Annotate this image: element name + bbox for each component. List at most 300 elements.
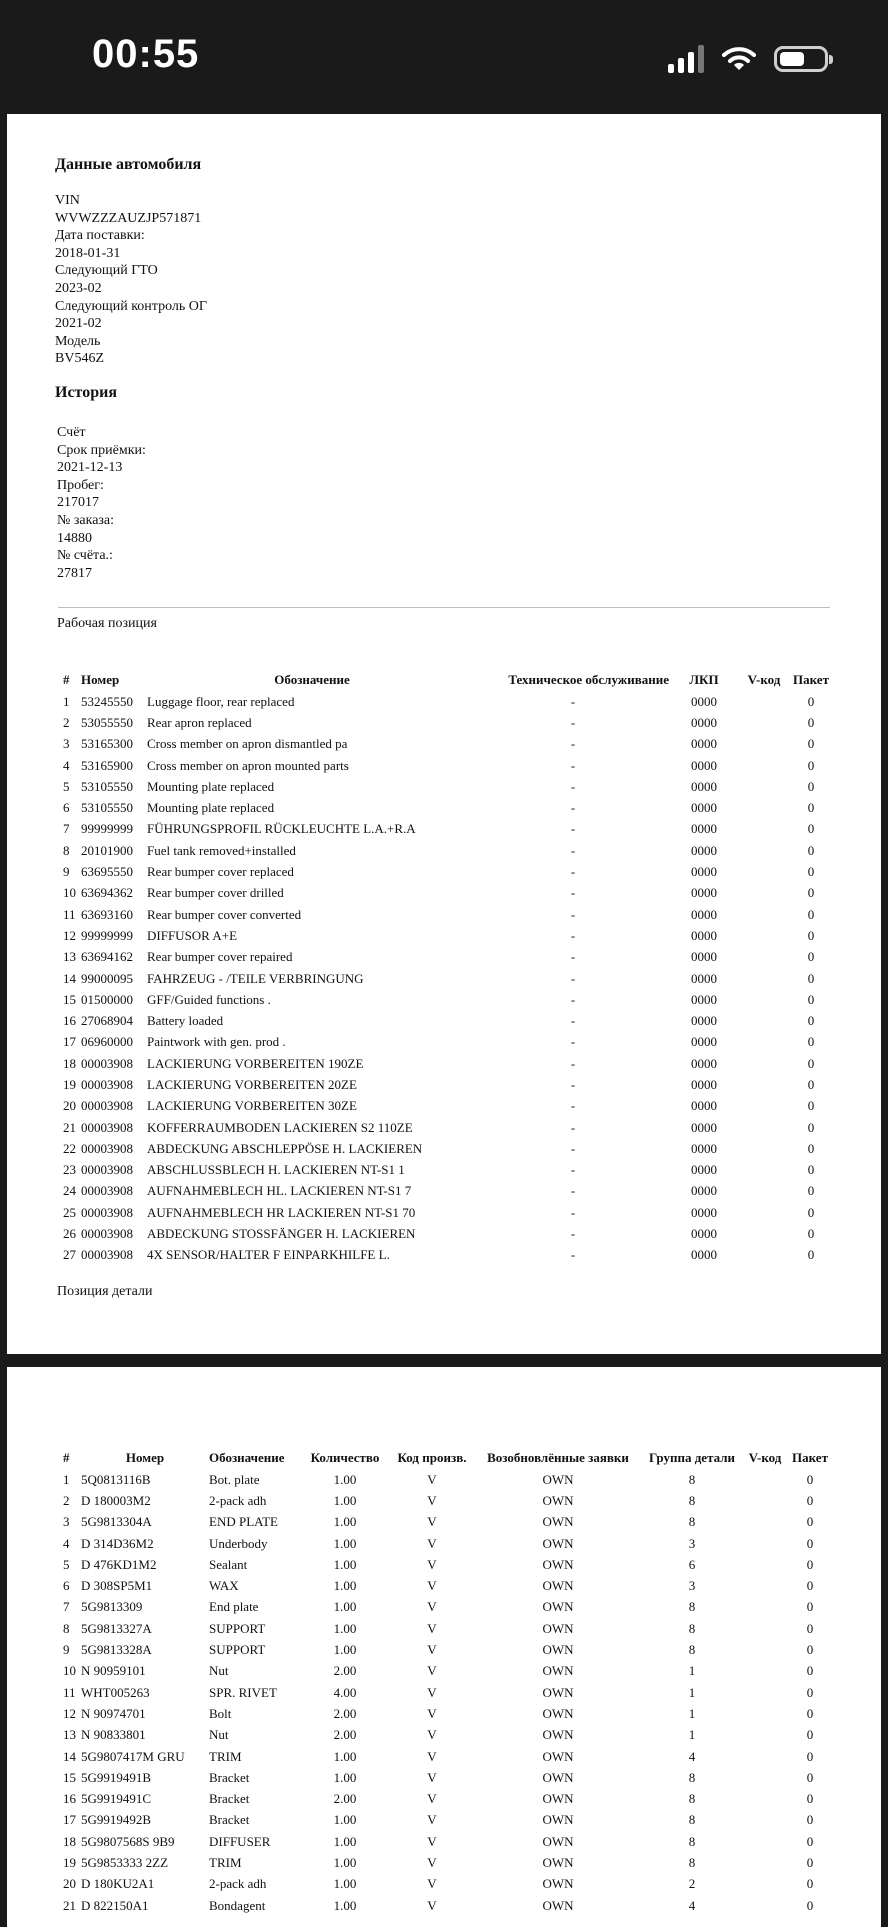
column-header: # bbox=[63, 1450, 70, 1465]
cell-manufacturer-code: V bbox=[427, 1876, 437, 1892]
cell-number: 5G9919491B bbox=[81, 1769, 152, 1785]
column-header: Код произв. bbox=[397, 1450, 467, 1465]
cell-index: 5 bbox=[63, 1556, 70, 1572]
cell-renewed-requests: OWN bbox=[542, 1556, 574, 1572]
cell-v-code bbox=[743, 1533, 787, 1554]
cell-description: Bracket bbox=[209, 1791, 250, 1807]
cell-description: Battery loaded bbox=[147, 1013, 224, 1029]
cell-v-code bbox=[739, 1160, 789, 1181]
cell-description: Bot. plate bbox=[209, 1471, 260, 1487]
cell-part-group: 3 bbox=[688, 1578, 696, 1594]
cell-renewed-requests: OWN bbox=[542, 1769, 574, 1785]
cell-renewed-requests: OWN bbox=[542, 1854, 574, 1870]
cell-number: D 180KU2A1 bbox=[81, 1876, 155, 1892]
cell-v-code bbox=[743, 1788, 787, 1809]
cell-number: 99999999 bbox=[81, 821, 133, 837]
cell-maintenance: - bbox=[570, 714, 576, 730]
cell-index: 19 bbox=[63, 1854, 76, 1870]
table-row bbox=[63, 1469, 833, 1490]
cell-number: 99999999 bbox=[81, 927, 133, 943]
cell-paint: 0000 bbox=[691, 693, 717, 709]
cell-quantity: 2.00 bbox=[333, 1705, 357, 1721]
cell-description: AUFNAHMEBLECH HR LACKIEREN NT-S1 70 bbox=[147, 1204, 416, 1220]
cell-paint: 0000 bbox=[691, 949, 717, 965]
cell-package: 0 bbox=[807, 778, 815, 794]
column-header: Пакет bbox=[793, 672, 829, 687]
work-section-label: Рабочая позиция bbox=[57, 616, 157, 631]
cell-paint: 0000 bbox=[691, 906, 717, 922]
table-row bbox=[63, 947, 833, 968]
cell-description: TRIM bbox=[209, 1748, 242, 1764]
cell-renewed-requests: OWN bbox=[542, 1897, 574, 1913]
cell-index: 13 bbox=[63, 1727, 76, 1743]
cell-index: 2 bbox=[63, 714, 70, 730]
cell-v-code bbox=[743, 1895, 787, 1916]
vehicle-line: Дата поставки: bbox=[55, 228, 145, 244]
cell-v-code bbox=[743, 1852, 787, 1873]
cell-v-code bbox=[739, 1074, 789, 1095]
cell-v-code bbox=[743, 1767, 787, 1788]
column-header: ЛКП bbox=[689, 672, 719, 687]
cell-v-code bbox=[739, 1010, 789, 1031]
cell-renewed-requests: OWN bbox=[542, 1663, 574, 1679]
cell-description: LACKIERUNG VORBEREITEN 30ZE bbox=[147, 1098, 357, 1114]
cell-v-code bbox=[739, 734, 789, 755]
cell-index: 10 bbox=[63, 1663, 76, 1679]
cell-description: Bracket bbox=[209, 1769, 250, 1785]
table-row bbox=[63, 819, 833, 840]
cell-package: 0 bbox=[806, 1876, 814, 1892]
cell-v-code bbox=[739, 797, 789, 818]
cell-manufacturer-code: V bbox=[427, 1514, 437, 1530]
cell-renewed-requests: OWN bbox=[542, 1642, 574, 1658]
table-row bbox=[63, 1874, 833, 1895]
cell-quantity: 2.00 bbox=[333, 1727, 357, 1743]
vehicle-line: Модель bbox=[55, 333, 101, 349]
cell-package: 0 bbox=[807, 864, 815, 880]
cell-renewed-requests: OWN bbox=[542, 1705, 574, 1721]
cell-package: 0 bbox=[807, 970, 815, 986]
table-row bbox=[63, 1160, 833, 1181]
cell-package: 0 bbox=[806, 1897, 814, 1913]
cell-v-code bbox=[743, 1512, 787, 1533]
table-row bbox=[63, 1096, 833, 1117]
cell-maintenance: - bbox=[570, 970, 576, 986]
table-row bbox=[63, 1895, 833, 1916]
cell-manufacturer-code: V bbox=[427, 1642, 437, 1658]
cell-paint: 0000 bbox=[691, 778, 717, 794]
cell-quantity: 4.00 bbox=[333, 1684, 357, 1700]
table-row bbox=[63, 1852, 833, 1873]
table-row bbox=[63, 1202, 833, 1223]
cell-renewed-requests: OWN bbox=[542, 1833, 574, 1849]
cell-index: 7 bbox=[63, 1599, 70, 1615]
cell-index: 26 bbox=[63, 1226, 76, 1242]
cell-manufacturer-code: V bbox=[427, 1727, 437, 1743]
vehicle-line: Следующий контроль ОГ bbox=[55, 298, 207, 314]
cell-number: 63694162 bbox=[81, 949, 133, 965]
cell-index: 12 bbox=[63, 1705, 76, 1721]
cell-v-code bbox=[743, 1682, 787, 1703]
cell-package: 0 bbox=[807, 1098, 815, 1114]
cell-number: 00003908 bbox=[81, 1076, 133, 1092]
cell-maintenance: - bbox=[570, 1076, 576, 1092]
cell-v-code bbox=[743, 1874, 787, 1895]
cell-paint: 0000 bbox=[691, 821, 717, 837]
history-line: 27817 bbox=[57, 565, 92, 581]
cell-number: 53055550 bbox=[81, 714, 133, 730]
cell-number: 53105550 bbox=[81, 800, 133, 816]
cell-renewed-requests: OWN bbox=[542, 1748, 574, 1764]
column-header: V-код bbox=[747, 672, 781, 687]
cell-manufacturer-code: V bbox=[427, 1897, 437, 1913]
cell-number: D 308SP5M1 bbox=[81, 1578, 153, 1594]
cell-quantity: 1.00 bbox=[333, 1471, 357, 1487]
document-page-2 bbox=[7, 1367, 881, 1927]
cell-v-code bbox=[743, 1639, 787, 1660]
cell-maintenance: - bbox=[570, 1204, 576, 1220]
table-row bbox=[63, 1245, 833, 1266]
cell-paint: 0000 bbox=[691, 757, 717, 773]
cell-v-code bbox=[739, 883, 789, 904]
cell-maintenance: - bbox=[570, 885, 576, 901]
cell-index: 12 bbox=[63, 927, 76, 943]
cell-number: 63693160 bbox=[81, 906, 133, 922]
table-row bbox=[63, 1725, 833, 1746]
cell-paint: 0000 bbox=[691, 736, 717, 752]
cell-package: 0 bbox=[807, 1034, 815, 1050]
cell-description: Nut bbox=[209, 1727, 229, 1743]
table-row bbox=[63, 1223, 833, 1244]
cell-package: 0 bbox=[807, 906, 815, 922]
cell-description: TRIM bbox=[209, 1854, 242, 1870]
cell-part-group: 1 bbox=[688, 1663, 696, 1679]
cell-package: 0 bbox=[807, 693, 815, 709]
cell-index: 3 bbox=[63, 736, 70, 752]
cell-number: 99000095 bbox=[81, 970, 133, 986]
table-row bbox=[63, 1788, 833, 1809]
column-header: V-код bbox=[748, 1450, 782, 1465]
cell-package: 0 bbox=[806, 1556, 814, 1572]
cell-manufacturer-code: V bbox=[427, 1769, 437, 1785]
cell-package: 0 bbox=[806, 1642, 814, 1658]
vehicle-line: 2021-02 bbox=[55, 316, 102, 332]
history-line: 2021-12-13 bbox=[57, 460, 123, 476]
cell-maintenance: - bbox=[570, 949, 576, 965]
column-header: Техническое обслуживание bbox=[508, 672, 669, 687]
cell-part-group: 8 bbox=[688, 1812, 696, 1828]
cell-v-code bbox=[739, 947, 789, 968]
cell-renewed-requests: OWN bbox=[542, 1727, 574, 1743]
cell-manufacturer-code: V bbox=[427, 1812, 437, 1828]
table-header-row bbox=[63, 669, 833, 691]
cell-number: 00003908 bbox=[81, 1119, 133, 1135]
cell-description: Paintwork with gen. prod . bbox=[147, 1034, 286, 1050]
cellular-signal-icon bbox=[668, 45, 704, 73]
cell-number: 5G9813328A bbox=[81, 1642, 152, 1658]
cell-index: 10 bbox=[63, 885, 76, 901]
cell-manufacturer-code: V bbox=[427, 1684, 437, 1700]
table-row bbox=[63, 1138, 833, 1159]
column-header: Номер bbox=[125, 1450, 165, 1465]
cell-package: 0 bbox=[807, 885, 815, 901]
cell-part-group: 1 bbox=[688, 1705, 696, 1721]
cell-index: 14 bbox=[63, 970, 76, 986]
column-header: Обозначение bbox=[274, 672, 350, 687]
cell-quantity: 1.00 bbox=[333, 1642, 357, 1658]
cell-paint: 0000 bbox=[691, 1034, 717, 1050]
table-row bbox=[63, 1032, 833, 1053]
cell-index: 8 bbox=[63, 1620, 70, 1636]
vehicle-line: Следующий ГТО bbox=[55, 263, 158, 279]
history-line: № счёта.: bbox=[57, 548, 113, 564]
parts-positions-table bbox=[63, 1447, 833, 1916]
cell-package: 0 bbox=[806, 1833, 814, 1849]
cell-package: 0 bbox=[807, 842, 815, 858]
cell-paint: 0000 bbox=[691, 970, 717, 986]
column-header: Номер bbox=[81, 672, 120, 687]
cell-index: 1 bbox=[63, 693, 70, 709]
cell-number: 27068904 bbox=[81, 1013, 133, 1029]
table-row bbox=[63, 1746, 833, 1767]
cell-number: 53165900 bbox=[81, 757, 133, 773]
table-row bbox=[63, 1639, 833, 1660]
cell-v-code bbox=[739, 1181, 789, 1202]
cell-index: 5 bbox=[63, 778, 70, 794]
cell-part-group: 6 bbox=[688, 1556, 696, 1572]
cell-index: 21 bbox=[63, 1897, 76, 1913]
cell-index: 15 bbox=[63, 1769, 76, 1785]
cell-paint: 0000 bbox=[691, 1162, 717, 1178]
table-row bbox=[63, 1490, 833, 1511]
cell-package: 0 bbox=[807, 800, 815, 816]
table-row bbox=[63, 1181, 833, 1202]
cell-renewed-requests: OWN bbox=[542, 1812, 574, 1828]
cell-v-code bbox=[739, 1032, 789, 1053]
cell-number: 00003908 bbox=[81, 1140, 133, 1156]
cell-quantity: 1.00 bbox=[333, 1514, 357, 1530]
cell-v-code bbox=[739, 1245, 789, 1266]
table-row bbox=[63, 1810, 833, 1831]
cell-maintenance: - bbox=[570, 1162, 576, 1178]
cell-v-code bbox=[743, 1661, 787, 1682]
vehicle-line: 2018-01-31 bbox=[55, 245, 121, 261]
cell-v-code bbox=[739, 840, 789, 861]
column-header: Возобновлённые заявки bbox=[487, 1450, 629, 1465]
cell-description: Mounting plate replaced bbox=[147, 778, 275, 794]
cell-description: Rear bumper cover replaced bbox=[147, 864, 294, 880]
cell-v-code bbox=[739, 1096, 789, 1117]
cell-index: 6 bbox=[63, 800, 70, 816]
cell-description: Cross member on apron mounted parts bbox=[147, 757, 349, 773]
table-row bbox=[63, 734, 833, 755]
cell-renewed-requests: OWN bbox=[542, 1471, 574, 1487]
cell-index: 11 bbox=[63, 906, 76, 922]
cell-package: 0 bbox=[807, 949, 815, 965]
cell-manufacturer-code: V bbox=[427, 1833, 437, 1849]
cell-number: 5Q0813116B bbox=[81, 1471, 151, 1487]
cell-v-code bbox=[739, 819, 789, 840]
cell-number: 5G9919492B bbox=[81, 1812, 152, 1828]
document-page-1 bbox=[7, 114, 881, 1354]
cell-maintenance: - bbox=[570, 1226, 576, 1242]
cell-quantity: 1.00 bbox=[333, 1535, 357, 1551]
table-row bbox=[63, 1597, 833, 1618]
cell-maintenance: - bbox=[570, 1013, 576, 1029]
cell-index: 27 bbox=[63, 1247, 76, 1263]
table-row bbox=[63, 1053, 833, 1074]
vehicle-line: VIN bbox=[55, 193, 80, 208]
cell-renewed-requests: OWN bbox=[542, 1684, 574, 1700]
cell-quantity: 2.00 bbox=[333, 1663, 357, 1679]
cell-description: Bracket bbox=[209, 1812, 250, 1828]
cell-part-group: 8 bbox=[688, 1769, 696, 1785]
cell-maintenance: - bbox=[570, 842, 576, 858]
cell-quantity: 1.00 bbox=[333, 1492, 357, 1508]
cell-v-code bbox=[739, 755, 789, 776]
cell-index: 9 bbox=[63, 1642, 70, 1658]
cell-package: 0 bbox=[806, 1769, 814, 1785]
cell-package: 0 bbox=[807, 1204, 815, 1220]
cell-number: 63695550 bbox=[81, 864, 133, 880]
cell-quantity: 1.00 bbox=[333, 1812, 357, 1828]
cell-package: 0 bbox=[806, 1663, 814, 1679]
cell-description: END PLATE bbox=[209, 1514, 278, 1530]
cell-index: 23 bbox=[63, 1162, 76, 1178]
cell-index: 16 bbox=[63, 1013, 76, 1029]
cell-v-code bbox=[743, 1597, 787, 1618]
cell-package: 0 bbox=[806, 1492, 814, 1508]
cell-description: Luggage floor, rear replaced bbox=[147, 693, 295, 709]
table-row bbox=[63, 755, 833, 776]
cell-paint: 0000 bbox=[691, 714, 717, 730]
cell-manufacturer-code: V bbox=[427, 1705, 437, 1721]
table-row bbox=[63, 1618, 833, 1639]
table-row bbox=[63, 840, 833, 861]
cell-index: 6 bbox=[63, 1578, 70, 1594]
cell-description: Cross member on apron dismantled pa bbox=[147, 736, 348, 752]
section-divider bbox=[58, 607, 830, 608]
cell-maintenance: - bbox=[570, 1034, 576, 1050]
cell-quantity: 1.00 bbox=[333, 1556, 357, 1572]
cell-index: 21 bbox=[63, 1119, 76, 1135]
cell-description: AUFNAHMEBLECH HL. LACKIEREN NT-S1 7 bbox=[147, 1183, 412, 1199]
cell-package: 0 bbox=[807, 991, 815, 1007]
table-row bbox=[63, 712, 833, 733]
cell-index: 25 bbox=[63, 1204, 76, 1220]
table-row bbox=[63, 1767, 833, 1788]
cell-package: 0 bbox=[807, 1076, 815, 1092]
cell-index: 15 bbox=[63, 991, 76, 1007]
vehicle-line: BV546Z bbox=[55, 351, 104, 367]
cell-description: ABSCHLUSSBLECH H. LACKIEREN NT-S1 1 bbox=[147, 1162, 405, 1178]
cell-manufacturer-code: V bbox=[427, 1578, 437, 1594]
table-row bbox=[63, 1682, 833, 1703]
cell-part-group: 8 bbox=[688, 1791, 696, 1807]
cell-paint: 0000 bbox=[691, 991, 717, 1007]
cell-index: 17 bbox=[63, 1812, 76, 1828]
cell-number: 00003908 bbox=[81, 1226, 133, 1242]
cell-description: Rear bumper cover converted bbox=[147, 906, 302, 922]
cell-number: 5G9813304A bbox=[81, 1514, 152, 1530]
cell-description: Bolt bbox=[209, 1705, 232, 1721]
cell-package: 0 bbox=[806, 1684, 814, 1700]
cell-description: Fuel tank removed+installed bbox=[147, 842, 296, 858]
cell-quantity: 1.00 bbox=[333, 1897, 357, 1913]
cell-index: 2 bbox=[63, 1492, 70, 1508]
table-row bbox=[63, 883, 833, 904]
cell-paint: 0000 bbox=[691, 1076, 717, 1092]
cell-part-group: 3 bbox=[688, 1535, 696, 1551]
cell-description: LACKIERUNG VORBEREITEN 20ZE bbox=[147, 1076, 357, 1092]
table-row bbox=[63, 691, 833, 712]
cell-package: 0 bbox=[806, 1514, 814, 1530]
cell-manufacturer-code: V bbox=[427, 1535, 437, 1551]
table-row bbox=[63, 1512, 833, 1533]
cell-v-code bbox=[739, 1053, 789, 1074]
cell-package: 0 bbox=[807, 821, 815, 837]
cell-description: LACKIERUNG VORBEREITEN 190ZE bbox=[147, 1055, 364, 1071]
cell-description: SPR. RIVET bbox=[209, 1684, 277, 1700]
cell-number: 5G9853333 2ZZ bbox=[81, 1854, 169, 1870]
cell-part-group: 8 bbox=[688, 1854, 696, 1870]
cell-description: End plate bbox=[209, 1599, 259, 1615]
cell-paint: 0000 bbox=[691, 1055, 717, 1071]
cell-package: 0 bbox=[806, 1620, 814, 1636]
cell-maintenance: - bbox=[570, 778, 576, 794]
cell-v-code bbox=[743, 1746, 787, 1767]
cell-index: 17 bbox=[63, 1034, 76, 1050]
column-header: # bbox=[63, 672, 70, 687]
cell-number: 5G9813309 bbox=[81, 1599, 143, 1615]
cell-v-code bbox=[739, 989, 789, 1010]
cell-index: 20 bbox=[63, 1876, 76, 1892]
cell-maintenance: - bbox=[570, 736, 576, 752]
cell-package: 0 bbox=[806, 1578, 814, 1594]
cell-package: 0 bbox=[807, 1119, 815, 1135]
cell-quantity: 1.00 bbox=[333, 1599, 357, 1615]
cell-description: Mounting plate replaced bbox=[147, 800, 275, 816]
cell-description: 4X SENSOR/HALTER F EINPARKHILFE L. bbox=[147, 1247, 390, 1263]
table-row bbox=[63, 861, 833, 882]
cell-v-code bbox=[743, 1618, 787, 1639]
cell-description: DIFFUSOR A+E bbox=[147, 927, 238, 943]
cell-index: 7 bbox=[63, 821, 70, 837]
cell-number: N 90974701 bbox=[81, 1705, 146, 1721]
cell-v-code bbox=[739, 776, 789, 797]
table-row bbox=[63, 925, 833, 946]
cell-description: 2-pack adh bbox=[209, 1876, 267, 1892]
cell-paint: 0000 bbox=[691, 1183, 717, 1199]
cell-quantity: 1.00 bbox=[333, 1578, 357, 1594]
cell-maintenance: - bbox=[570, 800, 576, 816]
cell-manufacturer-code: V bbox=[427, 1791, 437, 1807]
cell-maintenance: - bbox=[570, 906, 576, 922]
cell-part-group: 8 bbox=[688, 1642, 696, 1658]
cell-maintenance: - bbox=[570, 1098, 576, 1114]
cell-v-code bbox=[739, 968, 789, 989]
cell-package: 0 bbox=[806, 1812, 814, 1828]
cell-manufacturer-code: V bbox=[427, 1599, 437, 1615]
cell-renewed-requests: OWN bbox=[542, 1791, 574, 1807]
cell-number: 5G9813327A bbox=[81, 1620, 152, 1636]
cell-description: SUPPORT bbox=[209, 1642, 266, 1658]
table-row bbox=[63, 1661, 833, 1682]
cell-renewed-requests: OWN bbox=[542, 1578, 574, 1594]
vehicle-line: WVWZZZAUZJP571871 bbox=[55, 210, 202, 226]
cell-number: 20101900 bbox=[81, 842, 133, 858]
cell-renewed-requests: OWN bbox=[542, 1514, 574, 1530]
